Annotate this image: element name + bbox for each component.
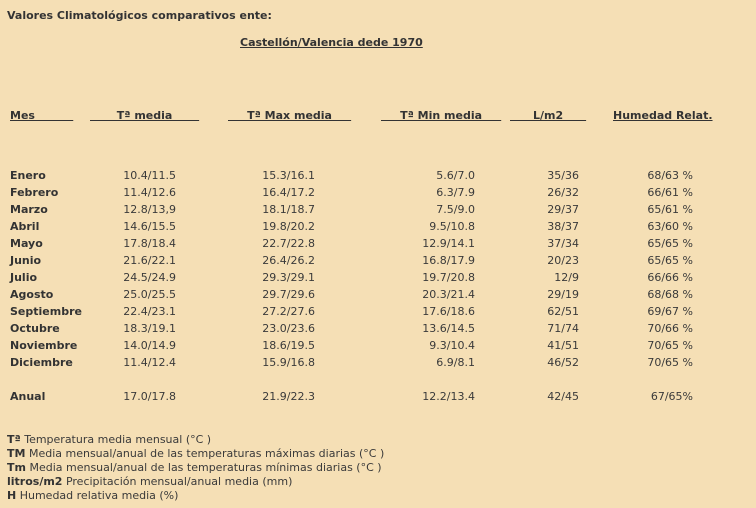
t-min-cell: 17.6/18.6: [422, 305, 475, 318]
legend-abbr: H: [7, 489, 17, 502]
header-lluvia: L/m2: [510, 109, 587, 122]
month-cell: Agosto: [10, 288, 54, 301]
humedad-cell: 65/65 %: [647, 237, 693, 250]
humedad-cell: 70/65 %: [647, 356, 693, 369]
lluvia-cell: 26/32: [547, 186, 579, 199]
legend-abbr: Tª: [7, 433, 21, 446]
t-media-cell: 14.0/14.9: [123, 339, 176, 352]
table-row: [0, 237, 756, 254]
lluvia-cell: 35/36: [547, 169, 579, 182]
t-media-cell: 18.3/19.1: [123, 322, 176, 335]
humedad-cell: 65/61 %: [647, 203, 693, 216]
t-max-cell: 22.7/22.8: [262, 237, 315, 250]
humedad-cell: 70/65 %: [647, 339, 693, 352]
t-min-cell: 12.9/14.1: [422, 237, 475, 250]
humedad-cell: 65/65 %: [647, 254, 693, 267]
t-max-cell: 18.6/19.5: [262, 339, 315, 352]
table-row: [0, 203, 756, 220]
t-min-cell: 20.3/21.4: [422, 288, 475, 301]
table-row: [0, 322, 756, 339]
table-row: [0, 356, 756, 373]
table-row: [0, 339, 756, 356]
lluvia-cell: 29/37: [547, 203, 579, 216]
t-max-cell: 19.8/20.2: [262, 220, 315, 233]
month-cell: Diciembre: [10, 356, 73, 369]
t-media-cell: 10.4/11.5: [123, 169, 176, 182]
lluvia-cell: 12/9: [554, 271, 579, 284]
humedad-cell: 66/66 %: [647, 271, 693, 284]
table-row: [0, 254, 756, 271]
month-cell: Marzo: [10, 203, 48, 216]
month-cell: Julio: [10, 271, 38, 284]
t-media-cell: 25.0/25.5: [123, 288, 176, 301]
lluvia-cell: 62/51: [547, 305, 579, 318]
t-max-cell: 16.4/17.2: [262, 186, 315, 199]
humedad-cell: 69/67 %: [647, 305, 693, 318]
t-media-cell: 22.4/23.1: [123, 305, 176, 318]
page-subtitle: Castellón/Valencia dede 1970: [240, 36, 423, 49]
table-row: [0, 305, 756, 322]
t-max-cell: 26.4/26.2: [262, 254, 315, 267]
lluvia-cell: 46/52: [547, 356, 579, 369]
humedad-cell: 68/68 %: [647, 288, 693, 301]
humedad-cell: 63/60 %: [647, 220, 693, 233]
t-min-cell: 9.5/10.8: [429, 220, 475, 233]
month-cell: Abril: [10, 220, 40, 233]
legend-text: Media mensual/anual de las temperaturas mínimas diarias (°C ): [25, 461, 382, 474]
legend-item: [7, 461, 384, 475]
t-media-cell: 14.6/15.5: [123, 220, 176, 233]
t-min-cell: 16.8/17.9: [422, 254, 475, 267]
month-cell: Mayo: [10, 237, 43, 250]
t-min-cell: 19.7/20.8: [422, 271, 475, 284]
lluvia-cell: 42/45: [547, 390, 579, 403]
page-title: Valores Climatológicos comparativos ente:: [7, 9, 272, 22]
lluvia-cell: 38/37: [547, 220, 579, 233]
lluvia-cell: 71/74: [547, 322, 579, 335]
legend-abbr: TM: [7, 447, 26, 460]
humedad-cell: 66/61 %: [647, 186, 693, 199]
lluvia-cell: 37/34: [547, 237, 579, 250]
legend-item: [7, 475, 384, 489]
legend-text: Temperatura media mensual (°C ): [20, 433, 212, 446]
t-max-cell: 29.3/29.1: [262, 271, 315, 284]
humedad-cell: 68/63 %: [647, 169, 693, 182]
t-media-cell: 17.0/17.8: [123, 390, 176, 403]
legend-text: Media mensual/anual de las temperaturas máximas diarias (°C ): [25, 447, 385, 460]
header-mes: Mes: [10, 109, 74, 122]
month-cell: Febrero: [10, 186, 59, 199]
t-max-cell: 18.1/18.7: [262, 203, 315, 216]
month-cell: Noviembre: [10, 339, 78, 352]
t-max-cell: 27.2/27.6: [262, 305, 315, 318]
t-max-cell: 15.9/16.8: [262, 356, 315, 369]
t-media-cell: 24.5/24.9: [123, 271, 176, 284]
table-row: [0, 220, 756, 237]
t-media-cell: 12.8/13,9: [123, 203, 176, 216]
t-min-cell: 13.6/14.5: [422, 322, 475, 335]
t-min-cell: 9.3/10.4: [429, 339, 475, 352]
legend-item: [7, 433, 384, 447]
month-cell: Enero: [10, 169, 46, 182]
t-min-cell: 7.5/9.0: [436, 203, 475, 216]
lluvia-cell: 29/19: [547, 288, 579, 301]
humedad-cell: 70/66 %: [647, 322, 693, 335]
t-min-cell: 5.6/7.0: [436, 169, 475, 182]
lluvia-cell: 41/51: [547, 339, 579, 352]
legend-text: Humedad relativa media (%): [16, 489, 179, 502]
legend-text: Precipitación mensual/anual media (mm): [62, 475, 293, 488]
t-min-cell: 12.2/13.4: [422, 390, 475, 403]
annual-row: [0, 390, 756, 407]
t-max-cell: 15.3/16.1: [262, 169, 315, 182]
lluvia-cell: 20/23: [547, 254, 579, 267]
legend: [7, 433, 384, 503]
month-cell: Anual: [10, 390, 46, 403]
t-media-cell: 11.4/12.4: [123, 356, 176, 369]
header-t-media: Tª media: [90, 109, 200, 122]
t-media-cell: 11.4/12.6: [123, 186, 176, 199]
table-row: [0, 288, 756, 305]
t-max-cell: 29.7/29.6: [262, 288, 315, 301]
month-cell: Septiembre: [10, 305, 82, 318]
humedad-cell: 67/65%: [650, 390, 693, 403]
table-row: [0, 186, 756, 203]
t-min-cell: 6.9/8.1: [436, 356, 475, 369]
table-row: [0, 169, 756, 186]
table-row: [0, 271, 756, 288]
t-media-cell: 21.6/22.1: [123, 254, 176, 267]
header-humedad: Humedad Relat.: [613, 109, 713, 122]
legend-item: [7, 447, 384, 461]
month-cell: Octubre: [10, 322, 60, 335]
header-t-min: Tª Min media: [381, 109, 502, 122]
t-max-cell: 23.0/23.6: [262, 322, 315, 335]
t-media-cell: 17.8/18.4: [123, 237, 176, 250]
t-max-cell: 21.9/22.3: [262, 390, 315, 403]
header-t-max: Tª Max media: [228, 109, 352, 122]
legend-abbr: litros/m2: [7, 475, 63, 488]
month-cell: Junio: [10, 254, 42, 267]
legend-item: [7, 489, 384, 503]
legend-abbr: Tm: [7, 461, 26, 474]
t-min-cell: 6.3/7.9: [436, 186, 475, 199]
